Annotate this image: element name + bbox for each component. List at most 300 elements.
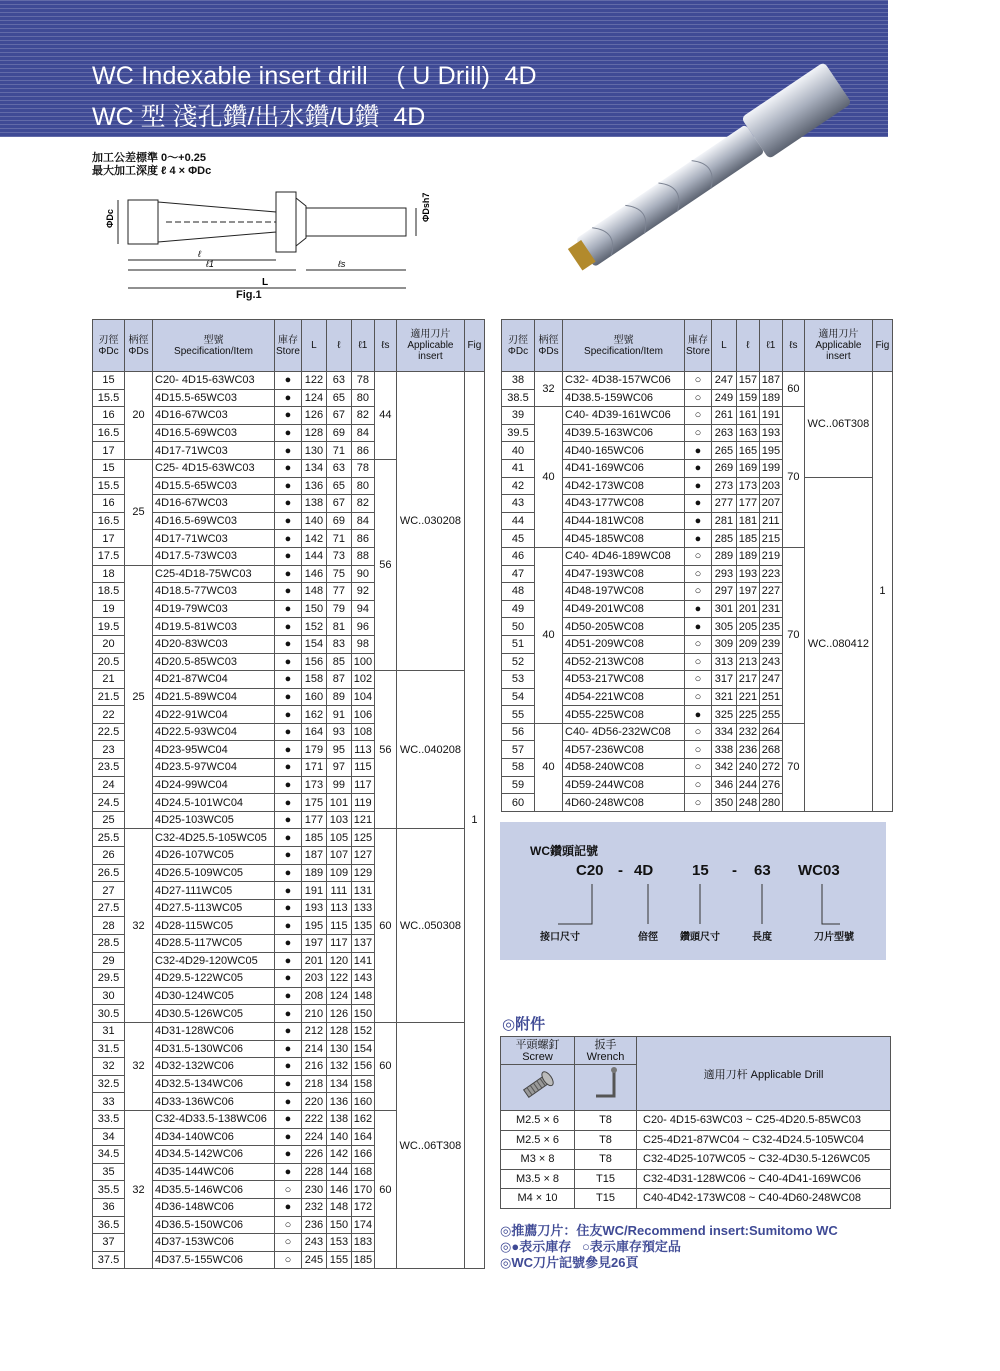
col-ds-cn: 柄徑 <box>538 334 559 346</box>
cell-l: 122 <box>326 970 351 988</box>
cell-store: ● <box>275 565 302 583</box>
cell-insert: WC..080412 <box>804 477 872 811</box>
cell-dc: 49 <box>502 600 535 618</box>
cell-store: ○ <box>685 635 712 653</box>
cell-store: ● <box>275 1005 302 1023</box>
table-row <box>501 1169 891 1189</box>
cell-l: 128 <box>326 1022 351 1040</box>
cell-store: ● <box>275 600 302 618</box>
cell-l: 93 <box>326 723 351 741</box>
cell-l: 65 <box>326 389 351 407</box>
cell-L: 124 <box>301 389 326 407</box>
cell-l: 95 <box>326 741 351 759</box>
col-wrench-en: Wrench <box>586 1050 625 1063</box>
dim-ds-label: ΦDsh7 <box>421 192 431 222</box>
cell-store: ● <box>275 1163 302 1181</box>
cell-dc: 37 <box>93 1234 125 1252</box>
cell-spec: 4D29.5-122WC05 <box>153 970 275 988</box>
cell-l: 138 <box>326 1110 351 1128</box>
table-row <box>93 372 485 390</box>
cell-dc: 58 <box>502 759 535 777</box>
col-insert-en2: insert <box>418 351 443 362</box>
cell-dc: 20.5 <box>93 653 125 671</box>
cell-dc: 47 <box>502 565 535 583</box>
cell-L: 150 <box>301 600 326 618</box>
cell-spec: 4D41-169WC06 <box>563 459 685 477</box>
cell-L: 193 <box>301 899 326 917</box>
cell-L: 140 <box>301 512 326 530</box>
cell-l1: 272 <box>759 759 782 777</box>
cell-spec: 4D19.5-81WC03 <box>153 618 275 636</box>
cell-L: 230 <box>301 1181 326 1199</box>
col-ds <box>535 320 563 372</box>
cell-l: 111 <box>326 882 351 900</box>
cell-spec: 4D19-79WC03 <box>153 600 275 618</box>
cell-spec: 4D51-209WC08 <box>563 635 685 653</box>
cell-l: 153 <box>326 1234 351 1252</box>
cell-l: 159 <box>736 389 759 407</box>
cell-L: 142 <box>301 530 326 548</box>
cell-store: ● <box>275 407 302 425</box>
cell-L: 128 <box>301 424 326 442</box>
cell-ds: 32 <box>125 829 153 1023</box>
cell-l: 79 <box>326 600 351 618</box>
cell-store: ● <box>275 1146 302 1164</box>
wrench-image <box>575 1065 637 1111</box>
cell-store: ● <box>275 847 302 865</box>
cell-dc: 51 <box>502 635 535 653</box>
cell-spec: 4D23.5-97WC04 <box>153 759 275 777</box>
cell-dc: 53 <box>502 671 535 689</box>
cell-spec: 4D26.5-109WC05 <box>153 864 275 882</box>
tolerance-line: 加工公差標準 0～+0.25 <box>92 152 207 164</box>
cell-spec: 4D37.5-155WC06 <box>153 1251 275 1269</box>
cell-L: 313 <box>711 653 736 671</box>
cell-L: 350 <box>711 794 736 812</box>
cell-spec: 4D35.5-146WC06 <box>153 1181 275 1199</box>
cell-spec: 4D18.5-77WC03 <box>153 583 275 601</box>
note-recommend: ◎推薦刀片：住友WC/Recommend insert:Sumitomo WC <box>500 1223 838 1238</box>
col-spec <box>153 320 275 372</box>
cell-l1: 219 <box>759 547 782 565</box>
cell-l1: 235 <box>759 618 782 636</box>
cell-l: 67 <box>326 495 351 513</box>
col-dc <box>93 320 125 372</box>
cell-store: ● <box>275 372 302 390</box>
col-insert-en1: Applicable <box>815 340 862 351</box>
col-wrench <box>575 1037 637 1065</box>
cell-spec: 4D34.5-142WC06 <box>153 1146 275 1164</box>
cell-dc: 35.5 <box>93 1181 125 1199</box>
col-l1: ℓ1 <box>759 320 782 372</box>
cell-dc: 28.5 <box>93 935 125 953</box>
cell-store: ● <box>275 1075 302 1093</box>
cell-dc: 23 <box>93 741 125 759</box>
code-multiple: 4D <box>634 862 654 879</box>
cell-L: 342 <box>711 759 736 777</box>
note-stock: ◎●表示庫存 ○表示庫存預定品 <box>500 1239 681 1254</box>
cell-l1: 129 <box>351 864 374 882</box>
max-depth-line: 最大加工深度 ℓ 4 × ΦDc <box>92 165 212 177</box>
cell-dc: 42 <box>502 477 535 495</box>
cell-dc: 16 <box>93 407 125 425</box>
cell-l: 120 <box>326 952 351 970</box>
cell-store: ○ <box>685 583 712 601</box>
cell-spec: 4D17-71WC03 <box>153 530 275 548</box>
cell-dc: 15.5 <box>93 477 125 495</box>
cell-l: 97 <box>326 759 351 777</box>
cell-l1: 255 <box>759 706 782 724</box>
cell-store: ● <box>275 776 302 794</box>
cell-store: ● <box>275 442 302 460</box>
cell-L: 334 <box>711 723 736 741</box>
accessories-table <box>500 1036 891 1209</box>
tolerance-info <box>92 152 211 178</box>
cell-spec: 4D49-201WC08 <box>563 600 685 618</box>
cell-ls: 56 <box>374 671 396 829</box>
cell-l: 105 <box>326 829 351 847</box>
col-fig: Fig <box>872 320 892 372</box>
cell-L: 273 <box>711 477 736 495</box>
cell-spec: 4D28.5-117WC05 <box>153 935 275 953</box>
cell-dc: 30 <box>93 987 125 1005</box>
cell-l1: 106 <box>351 706 374 724</box>
cell-l1: 170 <box>351 1181 374 1199</box>
cell-l: 185 <box>736 530 759 548</box>
cell-store: ● <box>275 759 302 777</box>
cell-ds: 40 <box>535 547 563 723</box>
cell-l: 142 <box>326 1146 351 1164</box>
page-title-en: WC Indexable insert drill ( U Drill) 4D <box>92 62 537 90</box>
cell-l: 99 <box>326 776 351 794</box>
cell-l1: 141 <box>351 952 374 970</box>
cell-L: 226 <box>301 1146 326 1164</box>
cell-ls: 70 <box>782 547 804 723</box>
col-spec-en: Specification/Item <box>174 345 253 357</box>
cell-l: 240 <box>736 759 759 777</box>
col-screw-en: Screw <box>522 1050 553 1063</box>
cell-l1: 100 <box>351 653 374 671</box>
cell-spec: 4D16.5-69WC03 <box>153 424 275 442</box>
col-dc-cn: 刃徑 <box>98 334 119 346</box>
cell-dc: 48 <box>502 583 535 601</box>
col-dc-en: ΦDc <box>98 345 119 357</box>
cell-wrench: T8 <box>575 1111 637 1131</box>
cell-L: 197 <box>301 935 326 953</box>
cell-store: ● <box>275 424 302 442</box>
col-ds-en: ΦDs <box>538 345 559 357</box>
cell-l1: 88 <box>351 547 374 565</box>
cell-store: ● <box>275 653 302 671</box>
table-row <box>502 372 893 390</box>
cell-l: 65 <box>326 477 351 495</box>
col-spec-en: Specification/Item <box>584 345 663 357</box>
cell-L: 164 <box>301 723 326 741</box>
cell-spec: 4D40-165WC06 <box>563 442 685 460</box>
cell-dc: 41 <box>502 459 535 477</box>
cell-dc: 28 <box>93 917 125 935</box>
cell-l: 173 <box>736 477 759 495</box>
cell-store: ● <box>275 512 302 530</box>
cell-l: 189 <box>736 547 759 565</box>
cell-l1: 86 <box>351 442 374 460</box>
cell-store: ● <box>275 1093 302 1111</box>
cell-l: 157 <box>736 372 759 390</box>
col-ds-en: ΦDs <box>128 345 149 357</box>
cell-l1: 185 <box>351 1251 374 1269</box>
legend-title: WC鑽頭記號 <box>530 844 598 858</box>
cell-spec: 4D36-148WC06 <box>153 1198 275 1216</box>
cell-l1: 127 <box>351 847 374 865</box>
cell-spec: C32-4D25.5-105WC05 <box>153 829 275 847</box>
cell-spec: 4D35-144WC06 <box>153 1163 275 1181</box>
cell-l: 81 <box>326 618 351 636</box>
cell-dc: 56 <box>502 723 535 741</box>
cell-L: 179 <box>301 741 326 759</box>
cell-dc: 33.5 <box>93 1110 125 1128</box>
col-store-cn: 庫存 <box>687 334 708 346</box>
cell-L: 338 <box>711 741 736 759</box>
cell-spec: 4D31-128WC06 <box>153 1022 275 1040</box>
cell-L: 203 <box>301 970 326 988</box>
cell-wrench: T15 <box>575 1169 637 1189</box>
cell-dc: 37.5 <box>93 1251 125 1269</box>
code-length: 63 <box>754 862 771 879</box>
col-insert <box>396 320 464 372</box>
cell-L: 289 <box>711 547 736 565</box>
cell-spec: 4D22.5-93WC04 <box>153 723 275 741</box>
cell-store: ○ <box>685 759 712 777</box>
cell-l1: 94 <box>351 600 374 618</box>
cell-l1: 280 <box>759 794 782 812</box>
dim-L-label: L <box>262 277 269 288</box>
cell-L: 152 <box>301 618 326 636</box>
cell-l1: 166 <box>351 1146 374 1164</box>
cell-L: 261 <box>711 407 736 425</box>
cell-l1: 117 <box>351 776 374 794</box>
cell-l1: 131 <box>351 882 374 900</box>
cell-store: ○ <box>685 723 712 741</box>
cell-store: ● <box>275 635 302 653</box>
cell-l: 71 <box>326 530 351 548</box>
cell-fig: 1 <box>464 372 484 1269</box>
cell-dc: 52 <box>502 653 535 671</box>
cell-l: 85 <box>326 653 351 671</box>
cell-store: ● <box>275 530 302 548</box>
cell-dc: 15 <box>93 372 125 390</box>
cell-l: 91 <box>326 706 351 724</box>
cell-L: 130 <box>301 442 326 460</box>
cell-ls: 70 <box>782 723 804 811</box>
cell-dc: 19 <box>93 600 125 618</box>
cell-L: 158 <box>301 671 326 689</box>
cell-store: ○ <box>685 407 712 425</box>
cell-store: ○ <box>685 794 712 812</box>
cell-l1: 276 <box>759 776 782 794</box>
cell-l: 205 <box>736 618 759 636</box>
cell-spec: 4D28-115WC05 <box>153 917 275 935</box>
cell-spec: 4D58-240WC08 <box>563 759 685 777</box>
cell-store: ● <box>685 459 712 477</box>
cell-l: 124 <box>326 987 351 1005</box>
cell-l1: 199 <box>759 459 782 477</box>
cell-l1: 78 <box>351 459 374 477</box>
label-size: 鑽頭尺寸 <box>680 932 720 943</box>
cell-spec: 4D43-177WC08 <box>563 495 685 513</box>
cell-l1: 80 <box>351 389 374 407</box>
cell-store: ● <box>275 671 302 689</box>
cell-store: ● <box>275 1110 302 1128</box>
cell-ls: 70 <box>782 407 804 548</box>
cell-store: ● <box>275 970 302 988</box>
cell-L: 187 <box>301 847 326 865</box>
cell-l: 177 <box>736 495 759 513</box>
cell-dc: 17 <box>93 442 125 460</box>
cell-l: 217 <box>736 671 759 689</box>
cell-l1: 189 <box>759 389 782 407</box>
cell-ls: 60 <box>782 372 804 407</box>
cell-spec: 4D24-99WC04 <box>153 776 275 794</box>
cell-l: 144 <box>326 1163 351 1181</box>
cell-l1: 207 <box>759 495 782 513</box>
cell-L: 191 <box>301 882 326 900</box>
col-spec <box>563 320 685 372</box>
cell-l1: 160 <box>351 1093 374 1111</box>
cell-spec: 4D20-83WC03 <box>153 635 275 653</box>
cell-l: 107 <box>326 847 351 865</box>
cell-insert: WC..050308 <box>396 829 464 1023</box>
cell-l: 71 <box>326 442 351 460</box>
code-dash1: - <box>618 862 623 879</box>
cell-L: 325 <box>711 706 736 724</box>
cell-spec: 4D30-124WC05 <box>153 987 275 1005</box>
cell-spec: 4D59-244WC08 <box>563 776 685 794</box>
dim-l1-label: ℓ1 <box>206 259 214 269</box>
table-row <box>501 1189 891 1209</box>
cell-l1: 162 <box>351 1110 374 1128</box>
cell-dc: 60 <box>502 794 535 812</box>
cell-spec: C32- 4D38-157WC06 <box>563 372 685 390</box>
col-ds <box>125 320 153 372</box>
cell-store: ● <box>275 723 302 741</box>
cell-spec: 4D32.5-134WC06 <box>153 1075 275 1093</box>
cell-store: ● <box>275 618 302 636</box>
cell-l1: 135 <box>351 917 374 935</box>
cell-ls: 44 <box>374 372 396 460</box>
cell-dc: 35 <box>93 1163 125 1181</box>
screw-image <box>501 1065 575 1111</box>
cell-dc: 16.5 <box>93 512 125 530</box>
cell-insert: WC..06T308 <box>396 1022 464 1268</box>
cell-l1: 82 <box>351 495 374 513</box>
cell-dc: 16 <box>93 495 125 513</box>
cell-l1: 227 <box>759 583 782 601</box>
cell-L: 263 <box>711 424 736 442</box>
cell-store: ● <box>275 477 302 495</box>
cell-spec: C40- 4D46-189WC08 <box>563 547 685 565</box>
cell-l: 163 <box>736 424 759 442</box>
cell-L: 175 <box>301 794 326 812</box>
cell-l: 63 <box>326 459 351 477</box>
cell-l1: 115 <box>351 759 374 777</box>
dim-dc-label: ΦDc <box>105 209 115 228</box>
page-title-cn: WC 型 淺孔鑽/出水鑽/U鑽 4D <box>92 103 426 131</box>
cell-L: 146 <box>301 565 326 583</box>
col-wrench-cn: 扳手 <box>594 1038 617 1051</box>
cell-l: 83 <box>326 635 351 653</box>
cell-L: 185 <box>301 829 326 847</box>
cell-l1: 82 <box>351 407 374 425</box>
cell-spec: 4D30.5-126WC05 <box>153 1005 275 1023</box>
cell-dc: 17.5 <box>93 547 125 565</box>
cell-l: 69 <box>326 424 351 442</box>
cell-l1: 84 <box>351 512 374 530</box>
cell-store: ● <box>275 741 302 759</box>
cell-l1: 119 <box>351 794 374 812</box>
cell-dc: 45 <box>502 530 535 548</box>
cell-store: ● <box>685 530 712 548</box>
cell-l: 77 <box>326 583 351 601</box>
cell-l: 132 <box>326 1058 351 1076</box>
cell-dc: 15.5 <box>93 389 125 407</box>
cell-dc: 17 <box>93 530 125 548</box>
table-row <box>501 1130 891 1150</box>
cell-spec: 4D27-111WC05 <box>153 882 275 900</box>
cell-store: ● <box>275 987 302 1005</box>
cell-l: 213 <box>736 653 759 671</box>
cell-L: 305 <box>711 618 736 636</box>
cell-spec: 4D31.5-130WC06 <box>153 1040 275 1058</box>
cell-dc: 19.5 <box>93 618 125 636</box>
drill-photo <box>540 82 880 257</box>
cell-dc: 33 <box>93 1093 125 1111</box>
col-store <box>275 320 302 372</box>
col-store-en: Store <box>686 345 710 357</box>
cell-l1: 174 <box>351 1216 374 1234</box>
cell-l: 140 <box>326 1128 351 1146</box>
col-screw <box>501 1037 575 1065</box>
col-dc <box>502 320 535 372</box>
cell-dc: 23.5 <box>93 759 125 777</box>
cell-screw: M2.5 × 6 <box>501 1111 575 1131</box>
cell-l: 236 <box>736 741 759 759</box>
cell-spec: 4D34-140WC06 <box>153 1128 275 1146</box>
accessories-title: ◎附件 <box>502 1016 546 1033</box>
cell-spec: 4D16-67WC03 <box>153 495 275 513</box>
cell-spec: 4D32-132WC06 <box>153 1058 275 1076</box>
cell-fig: 1 <box>872 372 892 812</box>
cell-l1: 183 <box>351 1234 374 1252</box>
cell-l: 148 <box>326 1198 351 1216</box>
cell-l: 113 <box>326 899 351 917</box>
cell-l: 67 <box>326 407 351 425</box>
cell-L: 297 <box>711 583 736 601</box>
cell-dc: 57 <box>502 741 535 759</box>
cell-L: 236 <box>301 1216 326 1234</box>
cell-L: 126 <box>301 407 326 425</box>
cell-l1: 150 <box>351 1005 374 1023</box>
cell-l: 169 <box>736 459 759 477</box>
cell-store: ○ <box>685 653 712 671</box>
cell-L: 136 <box>301 477 326 495</box>
cell-screw: M3.5 × 8 <box>501 1169 575 1189</box>
cell-L: 195 <box>301 917 326 935</box>
cell-dc: 18.5 <box>93 583 125 601</box>
cell-l: 63 <box>326 372 351 390</box>
cell-l: 193 <box>736 565 759 583</box>
cell-spec: C40- 4D39-161WC06 <box>563 407 685 425</box>
cell-spec: 4D21-87WC04 <box>153 671 275 689</box>
